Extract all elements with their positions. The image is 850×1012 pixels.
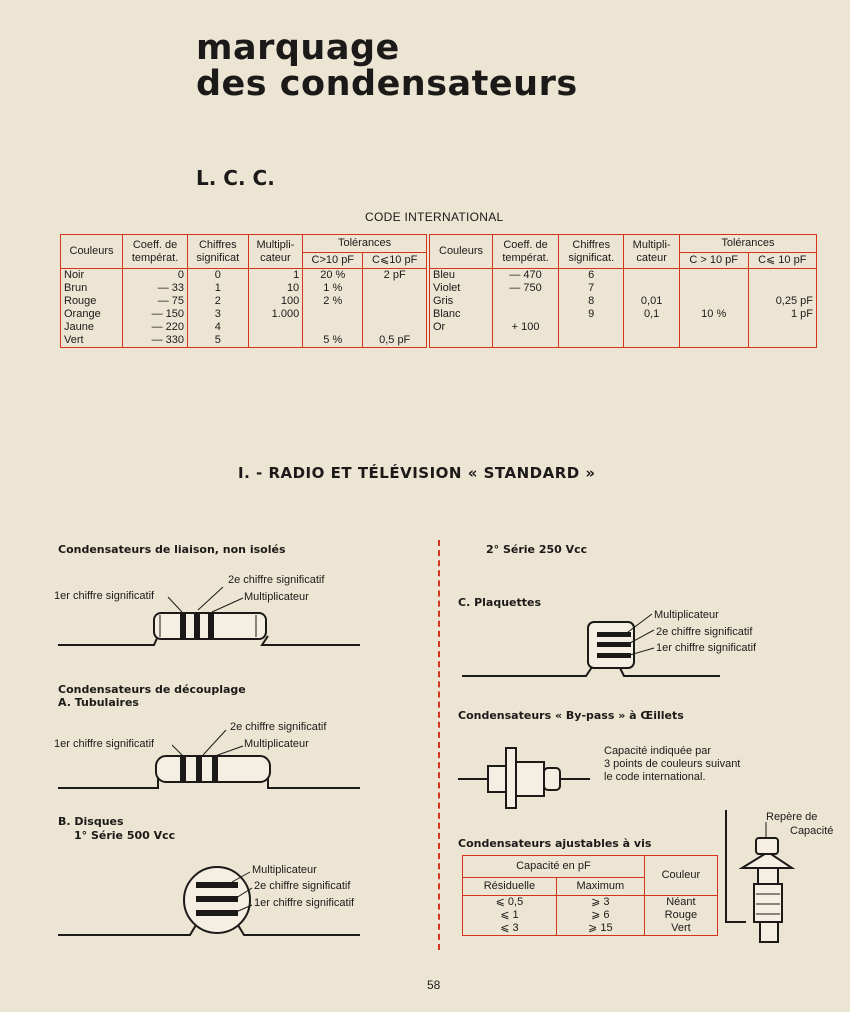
residuelle-header: Résiduelle [463,878,557,896]
table-row: Or + 100 [430,321,817,347]
bypass-capacitor-icon [458,748,590,808]
col-multiplicateur: Multipli- cateur [248,235,303,269]
label-plaquettes: C. Plaquettes [458,596,542,609]
label-liaison: Condensateurs de liaison, non isolés [58,543,286,556]
label-chiffre2-a: 2e chiffre significatif [228,574,325,586]
table-row: Brun — 33 1 10 1 % [61,282,427,295]
bypass-note-3: le code international. [604,771,706,783]
label-chiffre1-a: 1er chiffre significatif [54,590,155,602]
col-tol-b: C⩽10 pF [363,253,427,269]
maximum-header: Maximum [556,878,644,896]
table-row: Violet — 750 7 [430,282,817,295]
table-row: Bleu — 470 6 [430,269,817,283]
title-line-2: des condensateurs [196,64,578,104]
table-row: Noir 0 0 1 20 % 2 pF [61,269,427,283]
label-ajustables: Condensateurs ajustables à vis [458,837,652,850]
table-row: ⩽ 3 ⩾ 15 Vert [463,922,718,936]
label-chiffre1-d: 1er chiffre significatif [656,642,757,654]
repere-label-2: Capacité [790,825,834,837]
col-tol-a: C > 10 pF [679,253,748,269]
table-row: ⩽ 1 ⩾ 6 Rouge [463,909,718,922]
title-line-1: marquage [196,28,400,68]
label-multi-b: Multiplicateur [244,738,309,750]
code-international-label: CODE INTERNATIONAL [365,210,504,224]
label-multi-c: Multiplicateur [252,864,317,876]
label-chiffre2-c: 2e chiffre significatif [254,880,351,892]
label-tubulaires: A. Tubulaires [58,696,139,709]
label-chiffre2-b: 2e chiffre significatif [230,721,327,733]
repere-label-1: Repère de [766,811,818,823]
table-row: Rouge — 75 2 100 2 % [61,295,427,308]
col-tol-a: C>10 pF [303,253,363,269]
label-chiffre1-c: 1er chiffre significatif [254,897,355,909]
label-decouplage: Condensateurs de découplage [58,683,246,696]
label-multi-d: Multiplicateur [654,609,719,621]
label-serie1: 1° Série 500 Vcc [74,829,176,842]
label-serie2: 2° Série 250 Vcc [486,543,588,556]
col-couleurs: Couleurs [61,235,123,269]
table-row: Blanc 9 0,1 10 % 1 pF [430,308,817,321]
col-tol-b: C⩽ 10 pF [748,253,816,269]
bypass-note-1: Capacité indiquée par [604,745,712,757]
col-coeff: Coeff. de températ. [493,235,559,269]
table-row: ⩽ 0,5 ⩾ 3 Néant [463,896,718,910]
section-heading: I. - RADIO ET TÉLÉVISION « STANDARD » [238,464,596,482]
bypass-note-2: 3 points de couleurs suivant [604,758,741,770]
page-number: 58 [427,978,441,992]
table-row: Vert — 330 5 5 % 0,5 pF [61,334,427,348]
label-bypass: Condensateurs « By-pass » à Œillets [458,709,684,722]
col-chiffres: Chiffres significat [188,235,249,269]
label-disques: B. Disques [58,815,124,828]
col-tolerances: Tolérances [679,235,816,253]
label-chiffre2-d: 2e chiffre significatif [656,626,753,638]
table-row: Jaune — 220 4 [61,321,427,334]
table-row: Orange — 150 3 1.000 [61,308,427,321]
col-couleurs: Couleurs [430,235,493,269]
couleur-header: Couleur [644,856,717,896]
liaison-capacitor-icon [58,587,360,645]
subtitle-lcc: L. C. C. [196,166,275,190]
col-chiffres: Chiffres significat. [559,235,624,269]
label-multi-a: Multiplicateur [244,591,309,603]
label-chiffre1-b: 1er chiffre significatif [54,738,155,750]
cap-header: Capacité en pF [463,856,645,878]
table-row: Gris 8 0,01 0,25 pF [430,295,817,308]
col-multiplicateur: Multipli- cateur [624,235,679,269]
adjustable-capacitor-icon [726,810,792,942]
col-tolerances: Tolérances [303,235,427,253]
col-coeff: Coeff. de températ. [123,235,188,269]
adjustable-table [462,855,718,936]
